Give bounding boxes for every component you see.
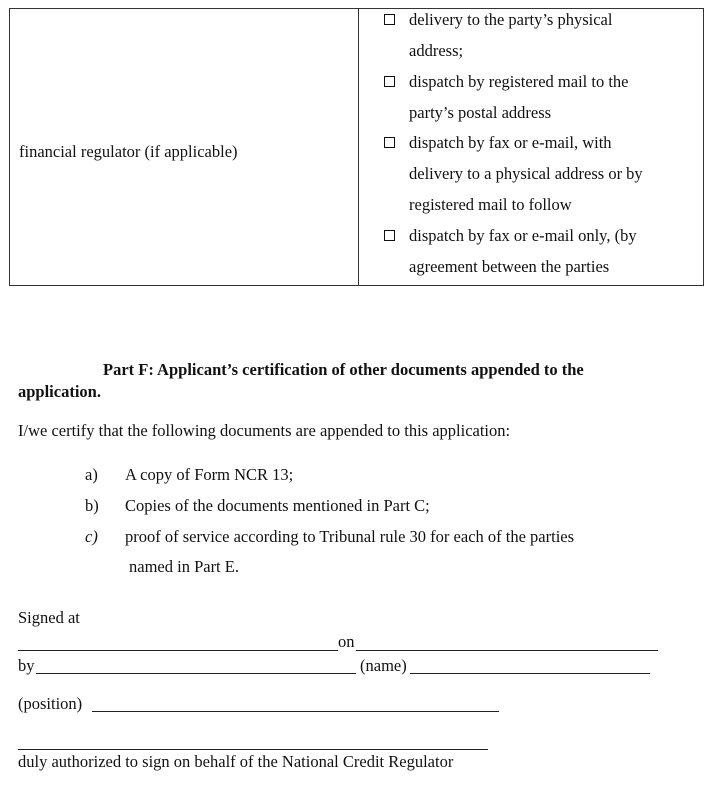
signed-at-field[interactable] [18,650,338,651]
option-line: delivery to the party’s physical [409,10,613,29]
list-item-text: A copy of Form NCR 13; [125,465,294,484]
date-field[interactable] [356,650,658,651]
position-field[interactable] [92,711,499,712]
list-item-label: b) [85,496,99,515]
name-label: (name) [360,656,407,675]
list-item-label: c) [85,527,98,546]
party-type-cell: financial regulator (if applicable) [19,142,238,161]
checkbox-icon[interactable] [384,137,395,148]
signatory-field[interactable] [36,673,356,674]
by-label: by [18,656,35,675]
option-line: registered mail to follow [409,195,572,214]
checkbox-icon[interactable] [384,230,395,241]
position-label: (position) [18,694,83,713]
list-item-text-cont: named in Part E. [129,557,239,576]
part-f-heading: Part F: Applicant’s certification of other documents appended to the [103,360,584,379]
checkbox-icon[interactable] [384,14,395,25]
list-item [0,527,713,579]
list-item-text: Copies of the documents mentioned in Part C; [125,496,430,515]
on-label: on [338,632,355,651]
part-f-heading-cont: application. [18,382,101,401]
signature-field[interactable] [18,749,488,750]
option-line: dispatch by fax or e-mail, with [409,133,612,152]
option-line: dispatch by fax or e-mail only, (by [409,226,637,245]
checkbox-icon[interactable] [384,76,395,87]
option-line: party’s postal address [409,103,552,122]
certification-intro: I/we certify that the following documents are appended to this application: [18,421,511,440]
signed-at-label: Signed at [18,608,80,627]
option-line: address; [409,41,464,60]
list-item [0,496,713,516]
option-line: dispatch by registered mail to the [409,72,629,91]
list-item-label: a) [85,465,98,484]
list-item [0,465,713,485]
table-column-divider [358,9,359,285]
option-line: agreement between the parties [409,257,610,276]
list-item-text: proof of service according to Tribunal rule 30 for each of the parties [125,527,575,546]
name-field[interactable] [410,673,650,674]
authorization-statement: duly authorized to sign on behalf of the National Credit Regulator [18,752,454,771]
option-line: delivery to a physical address or by [409,164,643,183]
